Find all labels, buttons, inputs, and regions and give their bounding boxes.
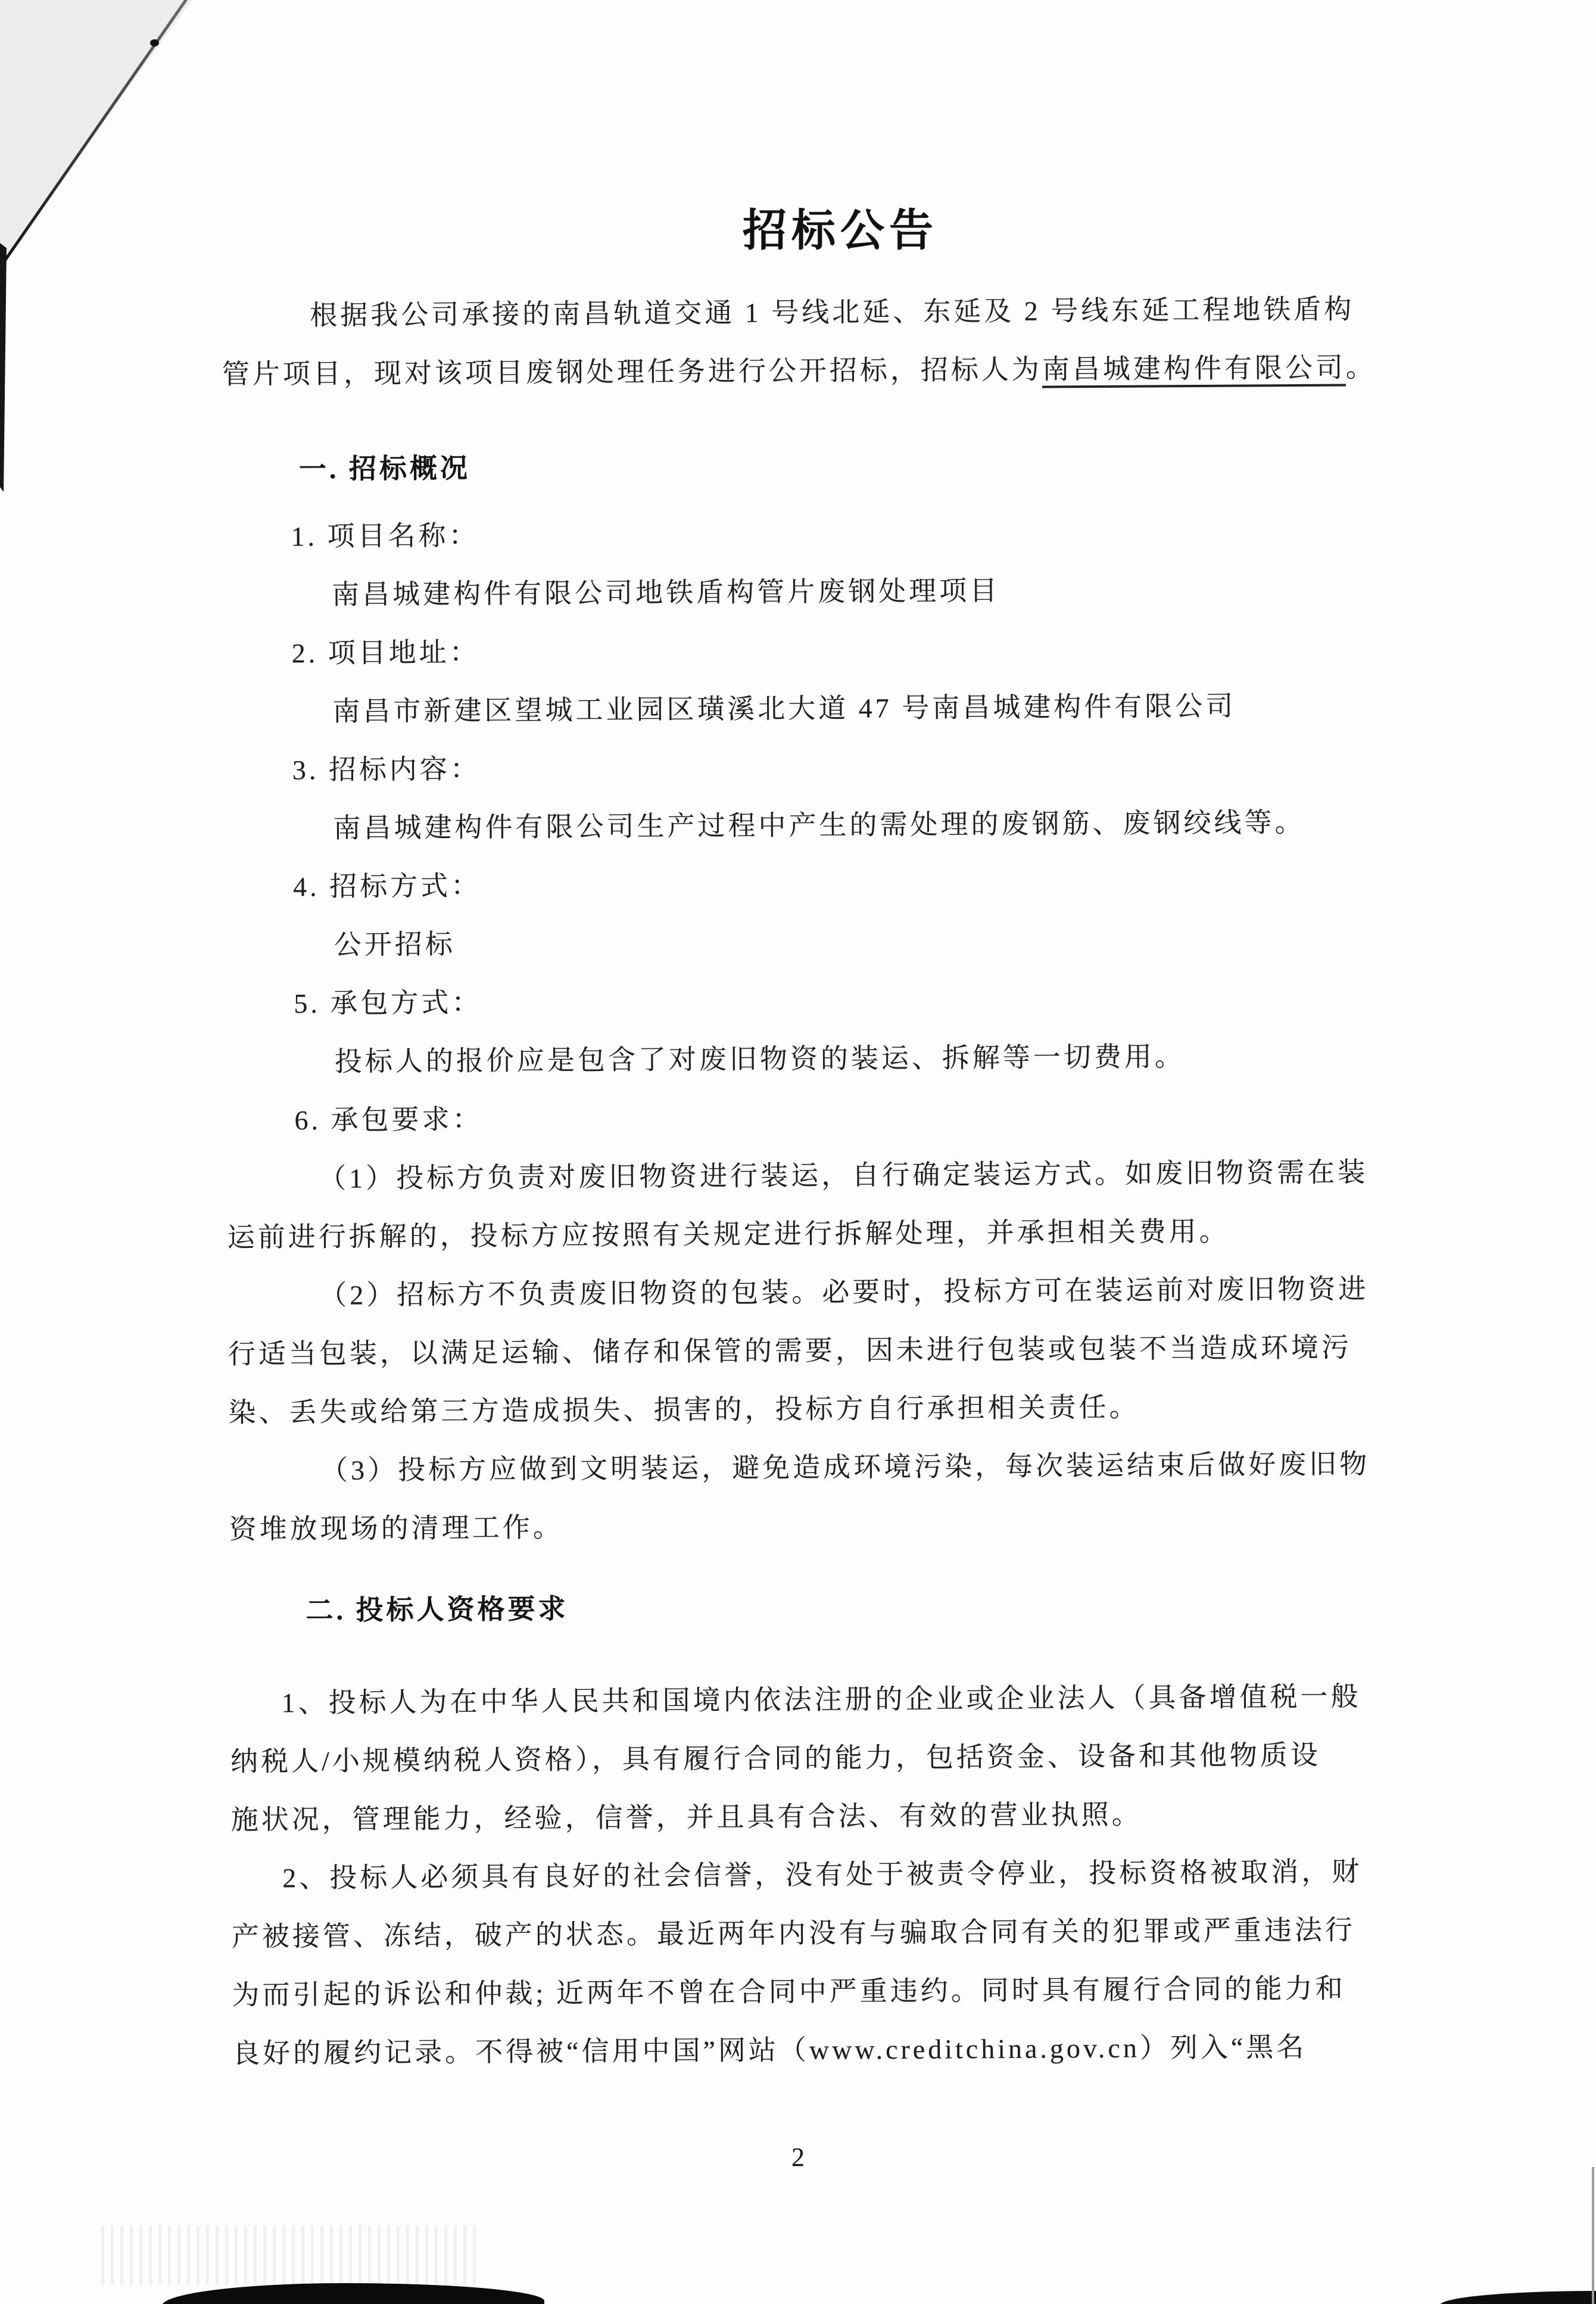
right-edge-scan-line — [1592, 2167, 1594, 2304]
bottom-scan-streaks — [101, 2225, 482, 2285]
requirement-1-line-1: （1）投标方负责对废旧物资进行装运，自行确定装运方式。如废旧物资需在装 — [318, 1157, 1369, 1194]
qualification-2-line-4: 良好的履约记录。不得被“信用中国”网站（www.creditchina.gov.cn）列入“黑名 — [232, 2031, 1307, 2069]
qualification-1-line-2: 纳税人/小规模纳税人资格），具有履行合同的能力，包括资金、设备和其他物质设 — [230, 1739, 1321, 1777]
item-4-content: 公开招标 — [333, 929, 456, 960]
page-number: 2 — [791, 2143, 805, 2172]
bottom-scan-blob-right — [1440, 2291, 1596, 2304]
item-3-label: 3. 招标内容： — [292, 754, 481, 786]
requirement-3-line-1: （3）投标方应做到文明装运，避免造成环境污染，每次装运结束后做好废旧物 — [320, 1449, 1370, 1486]
qualification-1-line-1: 1、投标人为在中华人民共和国境内依法注册的企业或企业法人（具备增值税一般 — [281, 1681, 1361, 1718]
requirement-1-line-2: 运前进行拆解的，投标方应按照有关规定进行拆解处理，并承担相关费用。 — [227, 1216, 1230, 1253]
underlined-company-name: 南昌城建构件有限公司 — [1042, 352, 1346, 388]
intro-line-2-period: 。 — [1345, 352, 1377, 383]
document-body — [222, 279, 1471, 2083]
document-title: 招标公告 — [743, 207, 938, 256]
intro-line-1: 根据我公司承接的南昌轨道交通 1 号线北延、东延及 2 号线东延工程地铁盾构 — [310, 294, 1355, 331]
item-6-label: 6. 承包要求： — [294, 1104, 483, 1136]
item-5-content: 投标人的报价应是包含了对废旧物资的装运、拆解等一切费用。 — [334, 1041, 1186, 1077]
section-1-heading: 一. 招标概况 — [298, 453, 471, 485]
item-2-label: 2. 项目地址： — [291, 637, 480, 669]
requirement-2-line-2: 行适当包装，以满足运输、储存和保管的需要，因未进行包装或包装不当造成环境污 — [227, 1332, 1352, 1369]
intro-line-2-text: 管片项目，现对该项目废钢处理任务进行公开招标，招标人为 — [222, 354, 1043, 390]
intro-line-2 — [222, 338, 1461, 404]
requirement-2-line-3: 染、丢失或给第三方造成损失、损害的，投标方自行承担相关责任。 — [228, 1391, 1140, 1428]
item-1-content: 南昌城建构件有限公司地铁盾构管片废钢处理项目 — [332, 575, 1000, 610]
item-3-content: 南昌城建构件有限公司生产过程中产生的需处理的废钢筋、废钢绞线等。 — [333, 807, 1305, 843]
requirement-3-line-2: 资堆放现场的清理工作。 — [229, 1512, 563, 1545]
requirement-2-line-1: （2）招标方不负责废旧物资的包装。必要时，投标方可在装运前对废旧物资进 — [319, 1274, 1369, 1311]
item-2-content: 南昌市新建区望城工业园区璜溪北大道 47 号南昌城建构件有限公司 — [332, 690, 1236, 727]
left-edge-scan-strip — [0, 243, 7, 492]
qualification-2-line-2: 产被接管、冻结，破产的状态。最近两年内没有与骗取合同有关的犯罪或严重违法行 — [231, 1914, 1356, 1952]
item-1-label: 1. 项目名称： — [291, 520, 479, 552]
section-2-heading: 二. 投标人资格要求 — [306, 1593, 569, 1626]
item-4-label: 4. 招标方式： — [292, 870, 482, 902]
qualification-2-line-3: 为而引起的诉讼和仲裁; 近两年不曾在合同中严重违约。同时具有履行合同的能力和 — [232, 1973, 1346, 2010]
ink-speck — [150, 39, 159, 46]
bottom-scan-blob-left — [162, 2283, 544, 2304]
qualification-2-line-1: 2、投标人必须具有良好的社会信誉，没有处于被责令停业，投标资格被取消，财 — [282, 1856, 1363, 1894]
qualification-1-line-3: 施状况，管理能力，经验，信誉，并且具有合法、有效的营业执照。 — [230, 1799, 1142, 1835]
item-5-label: 5. 承包方式： — [294, 987, 482, 1019]
